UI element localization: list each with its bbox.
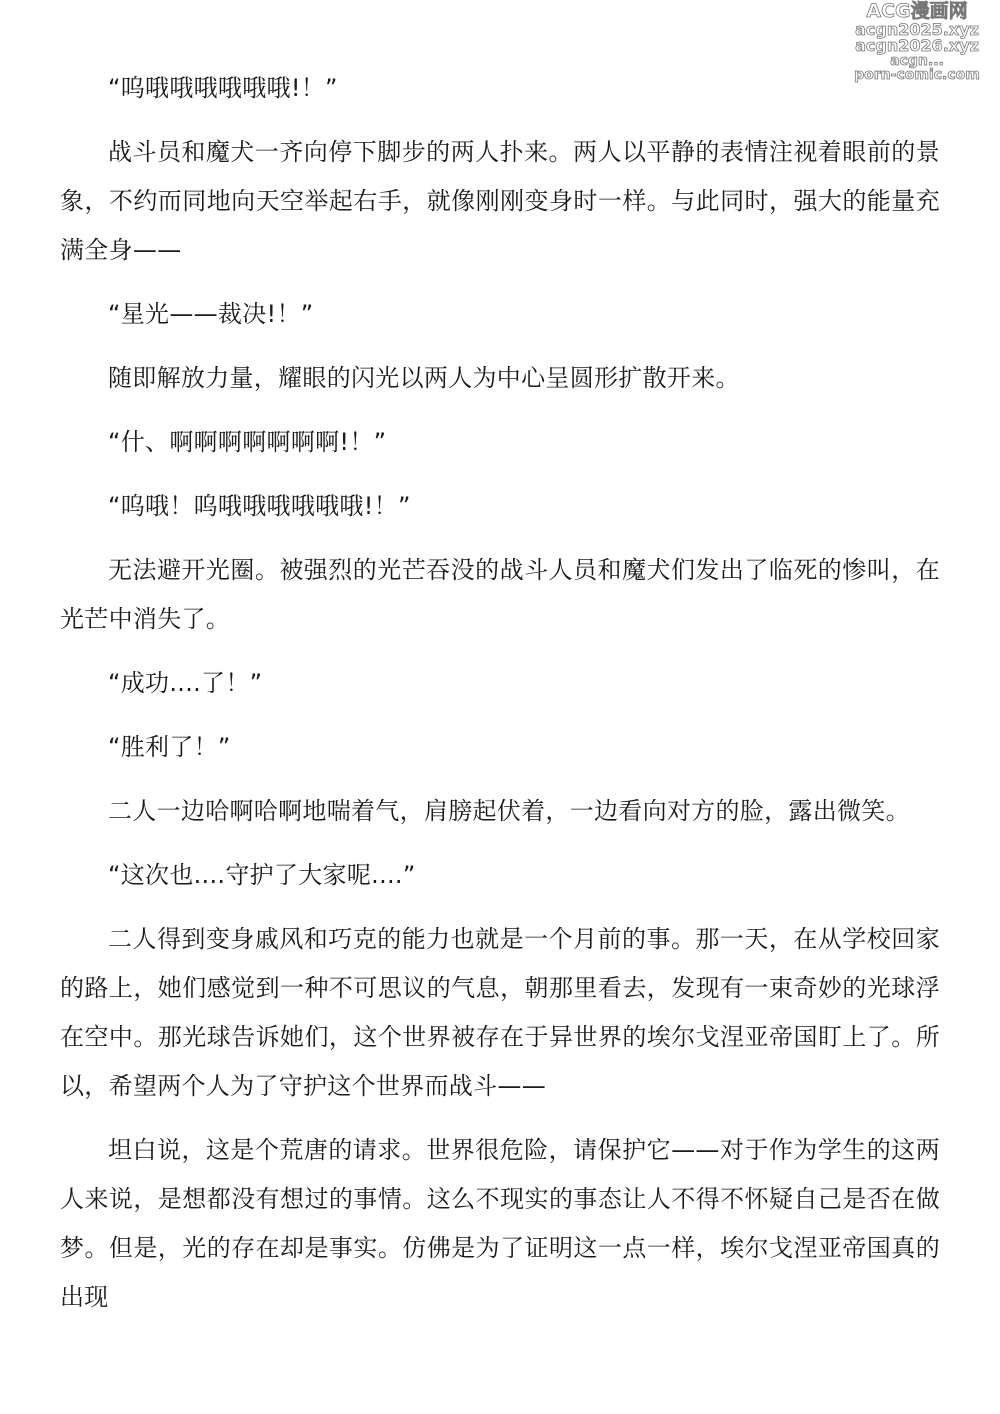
paragraph: 坦白说，这是个荒唐的请求。世界很危险，请保护它——对于作为学生的这两人来说，是想都没有想过的事情。这么不现实的事态让人不得不怀疑自己是否在做梦。但是，光的存在却是事实。仿佛是为了证明这一点一样，埃尔戈涅亚帝国真的出现 [60, 1136, 940, 1311]
paragraph: 随即解放力量，耀眼的闪光以两人为中心呈圆形扩散开来。 [108, 364, 740, 392]
novel-text [60, 64, 940, 1337]
paragraph: “这次也....守护了大家呢....” [108, 861, 416, 889]
watermark-line: acgn... [890, 53, 944, 69]
watermark-line: porn-comic.com [854, 67, 980, 83]
watermark-line: acgn2025.xyz [855, 20, 979, 39]
paragraph: “星光——裁决!！” [108, 300, 314, 328]
paragraph: 二人得到变身戚风和巧克的能力也就是一个月前的事。那一天，在从学校回家的路上，她们感觉到一种不可思议的气息，朝那里看去，发现有一束奇妙的光球浮在空中。那光球告诉她们，这个世界被存在于异世界的埃尔戈涅亚帝国盯上了。所以，希望两个人为了守护这个世界而战斗—— [60, 925, 940, 1100]
paragraph: “胜利了！” [108, 733, 231, 761]
paragraph: “什、啊啊啊啊啊啊啊!！” [108, 428, 387, 456]
paragraph: 二人一边哈啊哈啊地喘着气，肩膀起伏着，一边看向对方的脸，露出微笑。 [108, 797, 910, 825]
paragraph: “呜哦哦哦哦哦哦!！” [108, 74, 338, 102]
paragraph: 无法避开光圈。被强烈的光芒吞没的战斗人员和魔犬们发出了临死的惨叫，在光芒中消失了。 [60, 556, 940, 633]
watermark-line: ACG漫画网 [866, 0, 968, 22]
watermark-line: acgn2026.xyz [855, 36, 979, 55]
paragraph: 战斗员和魔犬一齐向停下脚步的两人扑来。两人以平静的表情注视着眼前的景象，不约而同地向天空举起右手，就像刚刚变身时一样。与此同时，强大的能量充满全身—— [60, 138, 940, 264]
paragraph: “呜哦！呜哦哦哦哦哦哦!！” [108, 492, 411, 520]
paragraph: “成功....了！” [108, 669, 263, 697]
